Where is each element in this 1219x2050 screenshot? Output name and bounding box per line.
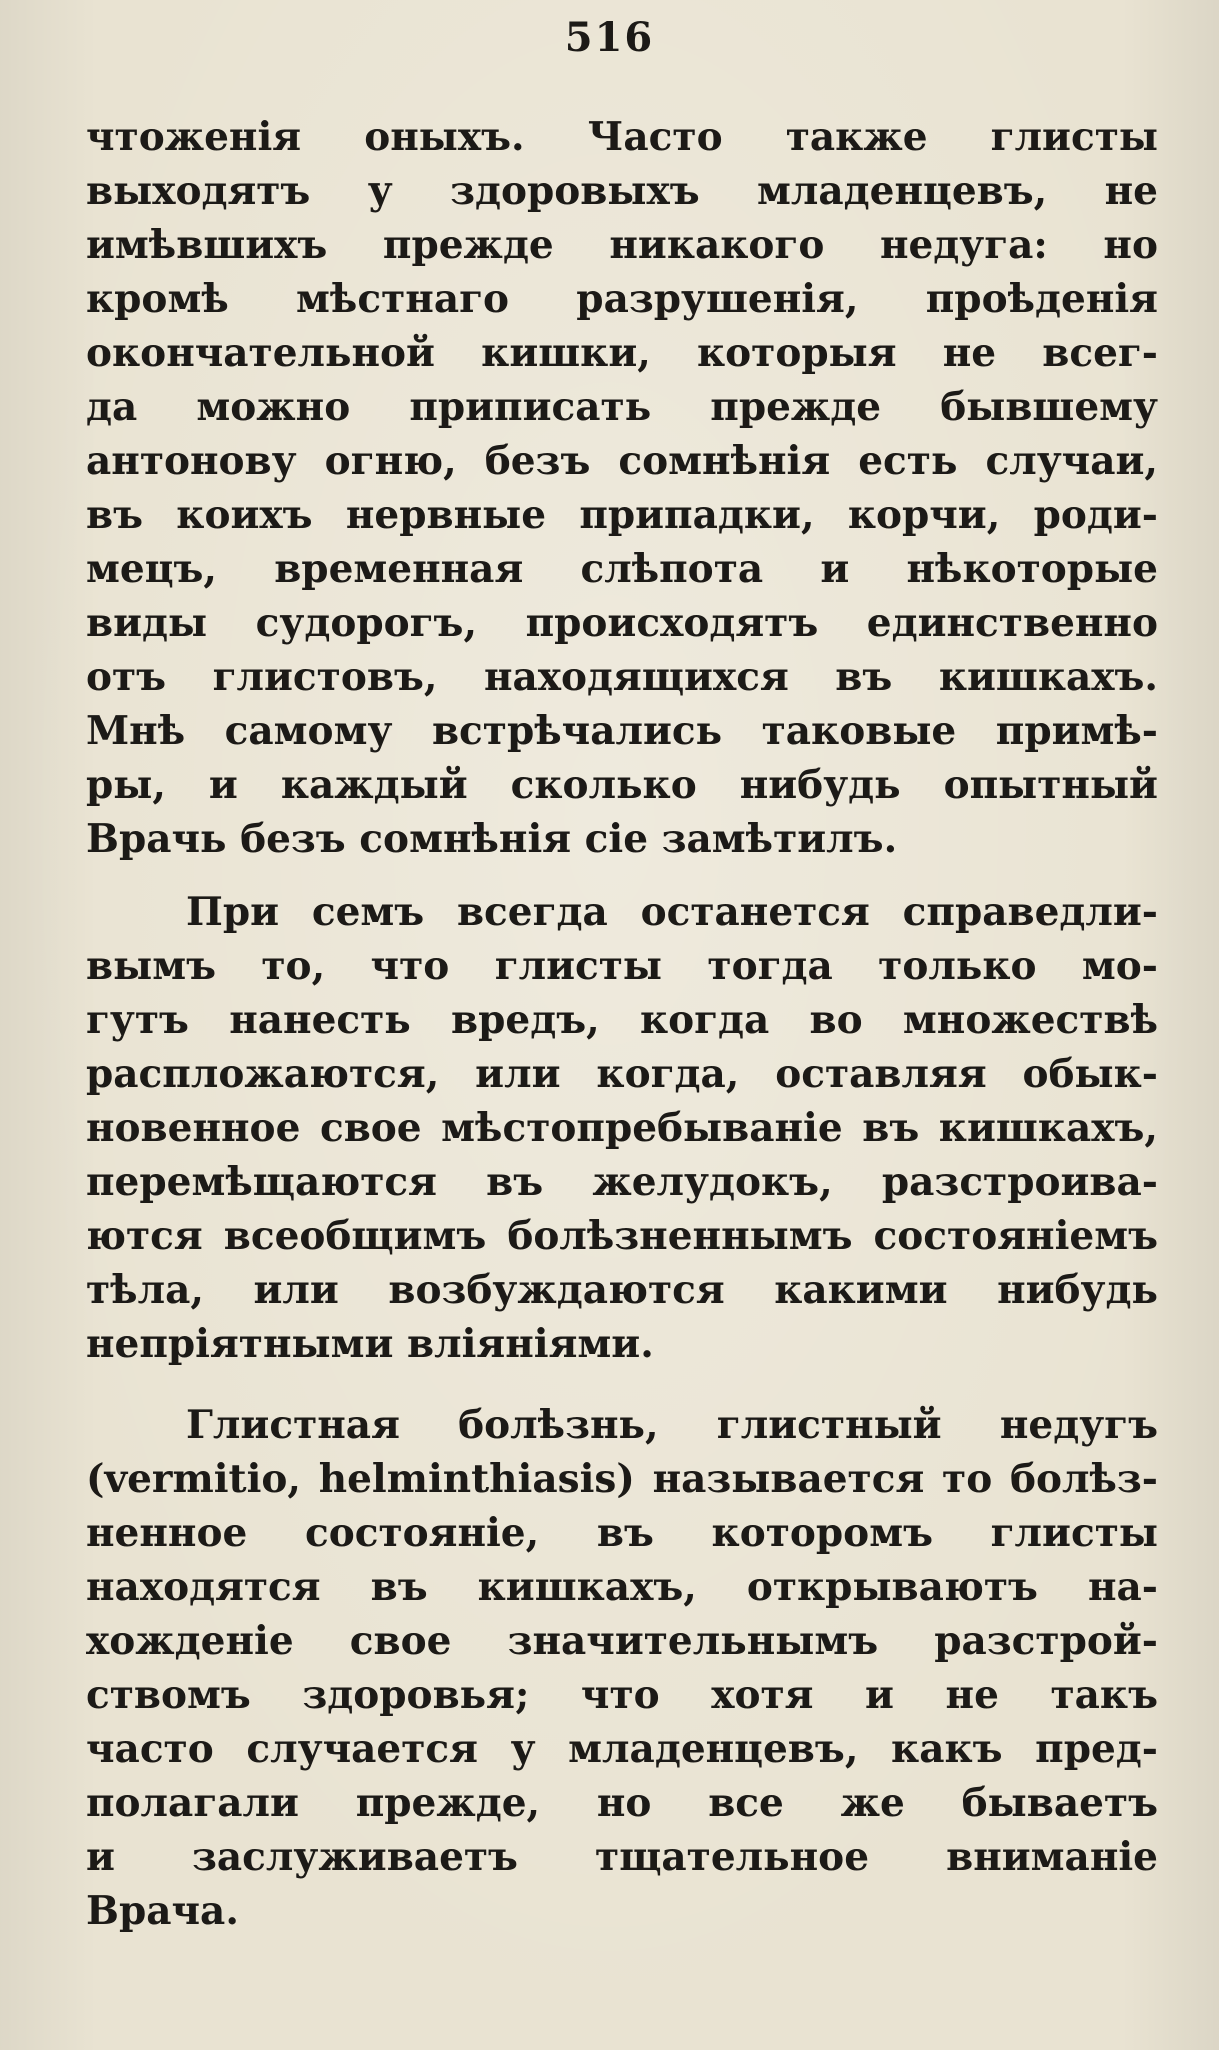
text-line: отъ глистовъ, находящихся въ кишкахъ. bbox=[86, 654, 1158, 700]
text-line: тѣла, или возбуждаются какими нибудь bbox=[86, 1267, 1158, 1313]
text-line: ры, и каждый сколько нибудь опытный bbox=[86, 762, 1158, 808]
text-line: ненное состояніе, въ которомъ глисты bbox=[86, 1510, 1158, 1556]
text-line: находятся въ кишкахъ, открываютъ на- bbox=[86, 1564, 1158, 1610]
text-line: имѣвшихъ прежде никакого недуга: но bbox=[86, 222, 1158, 268]
text-line: часто случается у младенцевъ, какъ пред- bbox=[86, 1726, 1158, 1772]
text-line: виды судорогъ, происходятъ единственно bbox=[86, 600, 1158, 646]
text-line: При семъ всегда останется справедли- bbox=[186, 889, 1158, 935]
text-line: Глистная болѣзнь, глистный недугъ bbox=[186, 1402, 1158, 1448]
text-line: ются всеобщимъ болѣзненнымъ состояніемъ bbox=[86, 1213, 1158, 1259]
page-number: 516 bbox=[564, 14, 655, 61]
text-line: перемѣщаются въ желудокъ, разстроива- bbox=[86, 1159, 1158, 1205]
text-line: (vermitio, helminthiasis) называется то болѣз- bbox=[86, 1456, 1158, 1502]
paragraph-1 bbox=[86, 110, 1158, 866]
text-line: гутъ нанесть вредъ, когда во множествѣ bbox=[86, 997, 1158, 1043]
text-line: чтоженія оныхъ. Часто также глисты bbox=[86, 114, 1158, 160]
text-line: выходятъ у здоровыхъ младенцевъ, не bbox=[86, 168, 1158, 214]
text-line: Врачь безъ сомнѣнія сіе замѣтилъ. bbox=[86, 816, 898, 862]
text-line: мецъ, временная слѣпота и нѣкоторые bbox=[86, 546, 1158, 592]
paragraph-2 bbox=[86, 885, 1158, 1371]
text-line: новенное свое мѣстопребываніе въ кишкахъ, bbox=[86, 1105, 1158, 1151]
text-line: вымъ то, что глисты тогда только мо- bbox=[86, 943, 1158, 989]
text-line: окончательной кишки, которыя не всег- bbox=[86, 330, 1158, 376]
text-line: да можно приписать прежде бывшему bbox=[86, 384, 1158, 430]
text-line: въ коихъ нервные припадки, корчи, роди- bbox=[86, 492, 1158, 538]
text-line: кромѣ мѣстнаго разрушенія, проѣденія bbox=[86, 276, 1158, 322]
text-line: антонову огню, безъ сомнѣнія есть случаи, bbox=[86, 438, 1158, 484]
text-line: полагали прежде, но все же бываетъ bbox=[86, 1780, 1158, 1826]
text-line: хожденіе свое значительнымъ разстрой- bbox=[86, 1618, 1158, 1664]
text-line: Врача. bbox=[86, 1888, 239, 1934]
text-line: Мнѣ самому встрѣчались таковые примѣ- bbox=[86, 708, 1158, 754]
text-line: и заслуживаетъ тщательное вниманіе bbox=[86, 1834, 1158, 1880]
text-line: ствомъ здоровья; что хотя и не такъ bbox=[86, 1672, 1158, 1718]
text-line: распложаются, или когда, оставляя обык- bbox=[86, 1051, 1158, 1097]
paragraph-3 bbox=[86, 1398, 1158, 1938]
text-line: непріятными вліяніями. bbox=[86, 1321, 654, 1367]
